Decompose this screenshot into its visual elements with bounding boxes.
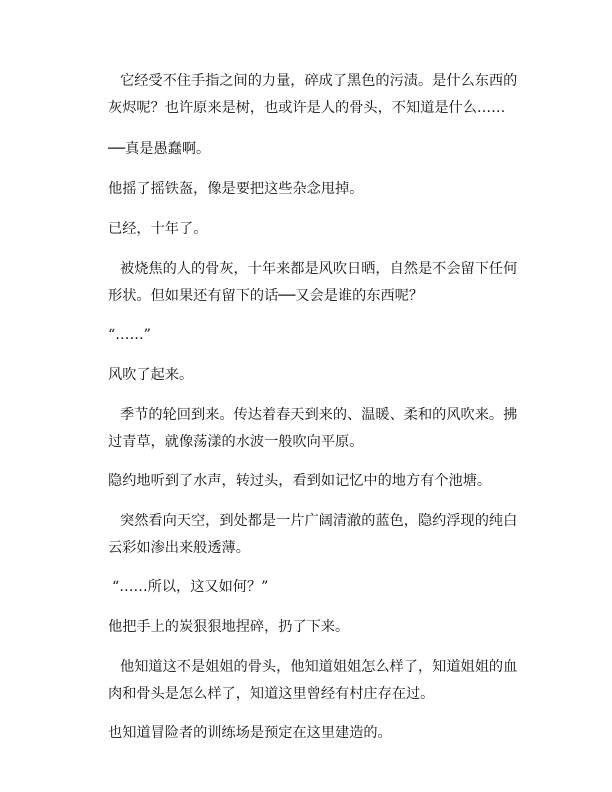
text-line: 风吹了起来。 [108, 367, 194, 383]
text-line: 云彩如渗出来般透薄。 [108, 540, 250, 556]
text-line: “……” [108, 327, 151, 343]
text-line: 过青草，就像荡漾的水波一般吹向平原。 [108, 434, 364, 450]
paragraph-8 [108, 402, 528, 456]
paragraph-4 [108, 216, 528, 243]
paragraph-9 [108, 468, 528, 495]
text-line: 隐约地听到了水声，转过头，看到如记忆中的地方有个池塘。 [108, 473, 492, 489]
paragraph-6 [108, 322, 528, 349]
text-line: 他摇了摇铁盔，像是要把这些杂念甩掉。 [108, 181, 364, 197]
text-line: 灰烬呢？也许原来是树，也或许是人的骨头，不知道是什么…… [108, 100, 506, 116]
paragraph-12 [108, 614, 528, 641]
text-line: 也知道冒险者的训练场是预定在这里建造的。 [108, 725, 392, 741]
paragraph-5 [108, 256, 528, 310]
paragraph-2 [108, 136, 528, 163]
paragraph-13 [108, 654, 528, 708]
text-line: 形状。但如果还有留下的话──又会是谁的东西呢？ [108, 288, 424, 304]
paragraph-11 [108, 574, 528, 601]
paragraph-10 [108, 508, 528, 562]
text-line: 他把手上的炭狠狠地捏碎，扔了下来。 [108, 619, 350, 635]
paragraph-1 [108, 68, 528, 122]
text-line: 季节的轮回到来。传达着春天到来的、温暖、柔和的风吹来。拂 [120, 407, 518, 423]
paragraph-3 [108, 176, 528, 203]
paragraph-14 [108, 720, 528, 747]
text-line: 它经受不住手指之间的力量，碎成了黑色的污渍。是什么东西的 [120, 73, 518, 89]
text-line: 已经，十年了。 [108, 221, 208, 237]
text-line: ──真是愚蠢啊。 [108, 141, 211, 157]
text-line: 肉和骨头是怎么样了，知道这里曾经有村庄存在过。 [108, 686, 435, 702]
text-line: 突然看向天空，到处都是一片广阔清澈的蓝色，隐约浮现的纯白 [120, 513, 518, 529]
text-line: 他知道这不是姐姐的骨头，他知道姐姐怎么样了，知道姐姐的血 [120, 659, 518, 675]
text-line: 被烧焦的人的骨灰，十年来都是风吹日晒，自然是不会留下任何 [120, 261, 518, 277]
text-line: “……所以，这又如何？” [112, 579, 269, 595]
paragraph-7 [108, 362, 528, 389]
